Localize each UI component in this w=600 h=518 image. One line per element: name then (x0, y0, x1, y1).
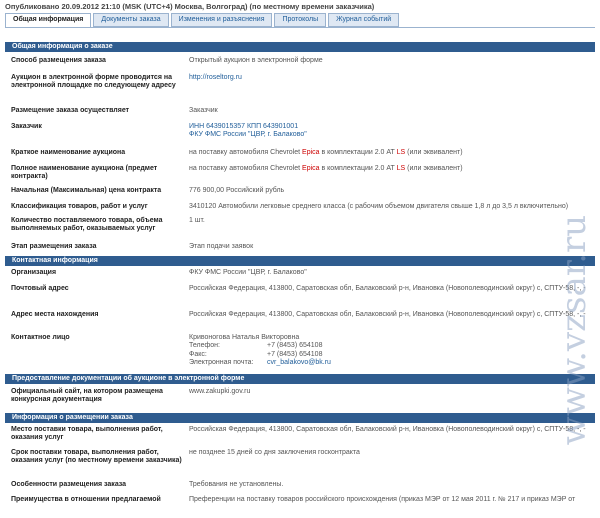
stage-label: Этап размещения заказа (11, 243, 97, 250)
row-short-name (5, 149, 595, 165)
start-price-label: Начальная (Максимальная) цена контракта (11, 187, 162, 194)
postal-address-value: Российская Федерация, 413800, Саратовская обл, Балаковский р-н, Ивановка (Новополеводинский округ) с, СПТУ-58, -, - (189, 285, 586, 292)
full-name-mid: в комплектации 2.0 AT (319, 165, 397, 172)
section-placement-header: Информация о размещении заказа (5, 413, 595, 423)
row-placement-method (5, 57, 595, 74)
row-contact-person (5, 334, 595, 374)
short-name-post: (или эквивалент) (405, 149, 463, 156)
placement-method-value: Открытый аукцион в электронной форме (189, 57, 323, 64)
contact-person-name: Кривоногова Наталья Викторовна (189, 334, 300, 341)
tab-protocols[interactable]: Протоколы (274, 13, 326, 27)
full-name-label: Полное наименование аукциона (предмет контракта) (11, 165, 158, 181)
placement-method-label: Способ размещения заказа (11, 57, 106, 64)
preferences-label: Преимущества в отношении предлагаемой (11, 496, 161, 503)
row-quantity (5, 217, 595, 243)
row-preferences (5, 496, 595, 512)
official-site-value: www.zakupki.gov.ru (189, 388, 251, 395)
e-platform-label: Аукцион в электронной форме проводится на электронной площадке по следующему адресу (11, 74, 176, 90)
preferences-value: Преференции на поставку товаров российского происхождения (приказ МЭР от 12 мая 2011 г. № 217 и приказ МЭР от (189, 496, 576, 503)
row-postal-address (5, 285, 595, 311)
row-classification (5, 203, 595, 217)
customer-label: Заказчик (11, 123, 42, 130)
delivery-term-value: не позднее 15 дней со дня заключения госконтракта (189, 449, 360, 456)
tab-bar (5, 13, 401, 27)
full-name-post: (или эквивалент) (405, 165, 463, 172)
row-location-address (5, 311, 595, 334)
published-date: Опубликовано 20.09.2012 21:10 (MSK (UTC+4) Москва, Волгоград) (по местному времени заказчика) (5, 2, 375, 11)
features-value: Требования не установлены. (189, 481, 284, 488)
row-placer (5, 107, 595, 123)
classification-value: 3410120 Автомобили легковые среднего класса (с рабочим объемом двигателя свыше 1,8 л до 3,5 л включительно) (189, 203, 569, 210)
delivery-place-label: Место поставки товара, выполнения работ, оказания услуг (11, 426, 163, 442)
order-details (5, 42, 595, 512)
full-name-epica: Epica (302, 165, 320, 172)
quantity-label: Количество поставляемого товара, объема выполняемых работ, оказываемых услуг (11, 217, 163, 233)
short-name-value (189, 149, 589, 157)
location-address-label: Адрес места нахождения (11, 311, 99, 318)
row-official-site (5, 388, 595, 413)
contact-person-label: Контактное лицо (11, 334, 70, 341)
section-general-header: Общая информация о заказе (5, 42, 595, 52)
contact-person-value (189, 334, 589, 368)
row-organization (5, 269, 595, 285)
full-name-value (189, 165, 589, 173)
row-delivery-term (5, 449, 595, 481)
section-docs-header: Предоставление документации об аукционе в электронной форме (5, 374, 595, 384)
short-name-ls: LS (396, 149, 406, 156)
classification-label: Классификация товаров, работ и услуг (11, 203, 148, 210)
row-full-name (5, 165, 595, 187)
tab-general-info[interactable]: Общая информация (5, 13, 91, 28)
tab-divider (5, 27, 595, 28)
short-name-mid: в комплектации 2.0 AT (319, 149, 397, 156)
location-address-value: Российская Федерация, 413800, Саратовская обл, Балаковский р-н, Ивановка (Новополеводинский округ) с, СПТУ-58, -, - (189, 311, 586, 318)
official-site-label: Официальный сайт, на котором размещена конкурсная документация (11, 388, 163, 404)
short-name-pre: на поставку автомобиля Chevrolet (189, 149, 303, 156)
email-link[interactable]: cvr_balakovo@bk.ru (267, 359, 331, 367)
watermark (548, 150, 600, 510)
full-name-pre: на поставку автомобиля Chevrolet (189, 165, 303, 172)
placer-value: Заказчик (189, 107, 218, 114)
short-name-label: Краткое наименование аукциона (11, 149, 126, 156)
section-contact-header: Контактная информация (5, 256, 595, 266)
postal-address-label: Почтовый адрес (11, 285, 69, 292)
e-platform-link[interactable]: http://roseltorg.ru (189, 74, 242, 81)
delivery-place-value: Российская Федерация, 413800, Саратовская обл, Балаковский р-н, Ивановка (Новополеводинский округ) с, СПТУ-58, -, - (189, 426, 586, 433)
email-label: Электронная почта: (189, 359, 254, 367)
fax-label: Факс: (189, 350, 207, 358)
tab-order-documents[interactable]: Документы заказа (93, 13, 168, 27)
row-start-price (5, 187, 595, 203)
row-e-platform (5, 74, 595, 107)
features-label: Особенности размещения заказа (11, 481, 127, 488)
start-price-value: 776 900,00 Российский рубль (189, 187, 285, 194)
row-stage (5, 243, 595, 256)
fax-value: +7 (8453) 654108 (267, 350, 323, 358)
stage-value: Этап подачи заявок (189, 243, 254, 250)
customer-name-link[interactable]: ФКУ ФМС России "ЦВР, г. Балаково" (189, 131, 307, 139)
row-delivery-place (5, 426, 595, 449)
customer-value (189, 123, 589, 140)
placer-label: Размещение заказа осуществляет (11, 107, 130, 114)
tab-changes-clarifications[interactable]: Изменения и разъяснения (171, 13, 273, 27)
row-features (5, 481, 595, 496)
organization-label: Организация (11, 269, 57, 276)
delivery-term-label: Срок поставки товара, выполнения работ, оказания услуг (по местному времени заказчика) (11, 449, 182, 465)
organization-value: ФКУ ФМС России "ЦВР, г. Балаково" (189, 269, 307, 276)
phone-label: Телефон: (189, 342, 220, 350)
row-customer (5, 123, 595, 149)
e-platform-value (189, 74, 589, 82)
phone-value: +7 (8453) 654108 (267, 342, 323, 350)
short-name-epica: Epica (302, 149, 320, 156)
full-name-ls: LS (396, 165, 406, 172)
customer-inn: ИНН 6439015357 КПП 643901001 (189, 123, 299, 130)
quantity-value: 1 шт. (189, 217, 205, 224)
tab-event-log[interactable]: Журнал событий (328, 13, 399, 27)
watermark-text: www.vzsar.ru (554, 214, 594, 446)
